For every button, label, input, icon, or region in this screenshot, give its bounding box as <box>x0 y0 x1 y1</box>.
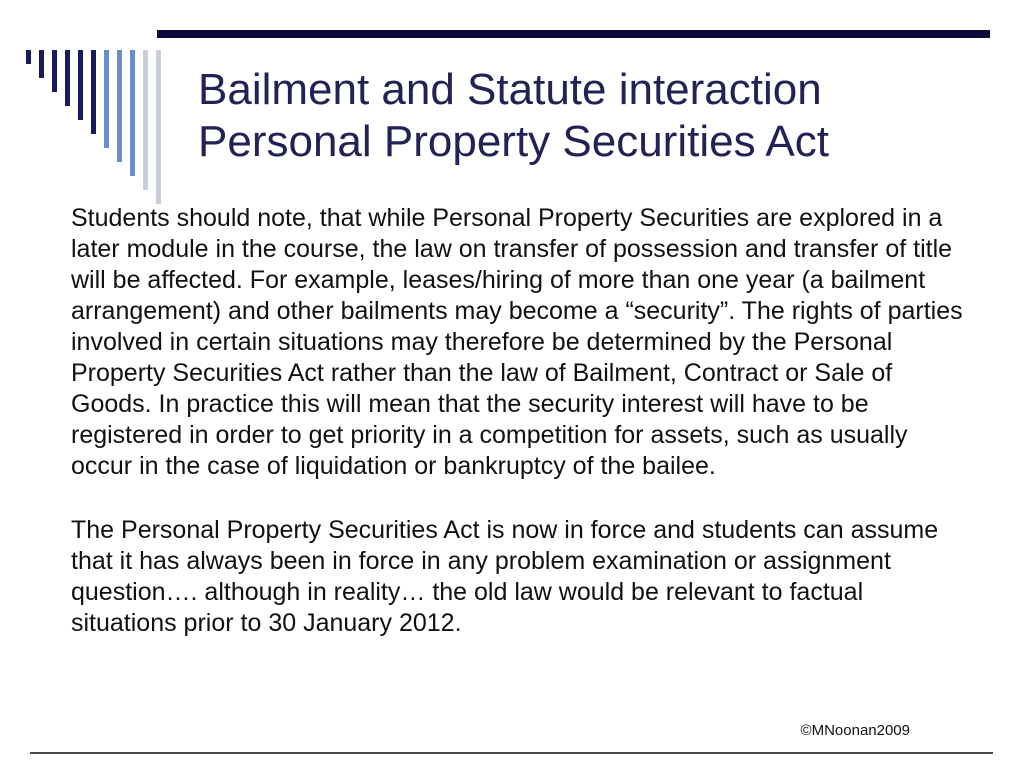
stripe-2 <box>39 50 44 78</box>
stripe-6 <box>91 50 96 134</box>
title-line-2: Personal Property Securities Act <box>198 117 829 166</box>
title-line-1: Bailment and Statute interaction <box>198 65 822 114</box>
slide-body <box>71 203 971 639</box>
bottom-divider <box>30 752 993 754</box>
stripe-4 <box>65 50 70 106</box>
body-paragraph-2: The Personal Property Securities Act is now in force and students can assume that it has always been in force in any problem examination or assignment question…. although in reality… the old law would be relevant to factual situations prior to 30 January 2012. <box>71 516 939 637</box>
body-paragraph-1: Students should note, that while Personal Property Securities are explored in a later module in the course, the law on transfer of possession and transfer of title will be affected. For example, leases/hiring of more than one year (a bailment arrangement) and other bailments may become a “security”. The rights of parties involved in certain situations may therefore be determined by the Personal Property Securities Act rather than the law of Bailment, Contract or Sale of Goods. In practice this will mean that the security interest will have to be registered in order to get priority in a competition for assets, such as usually occur in the case of liquidation or bankruptcy of the bailee. <box>71 204 963 480</box>
stripe-11 <box>156 50 161 204</box>
stripe-3 <box>52 50 57 92</box>
slide-title <box>198 64 988 168</box>
stripe-5 <box>78 50 83 120</box>
stripe-1 <box>26 50 31 64</box>
stripe-9 <box>130 50 135 176</box>
stripe-7 <box>104 50 109 148</box>
stripe-8 <box>117 50 122 162</box>
stripe-10 <box>143 50 148 190</box>
top-accent-bar <box>157 30 990 38</box>
footer-credit: ©MNoonan2009 <box>800 722 910 739</box>
